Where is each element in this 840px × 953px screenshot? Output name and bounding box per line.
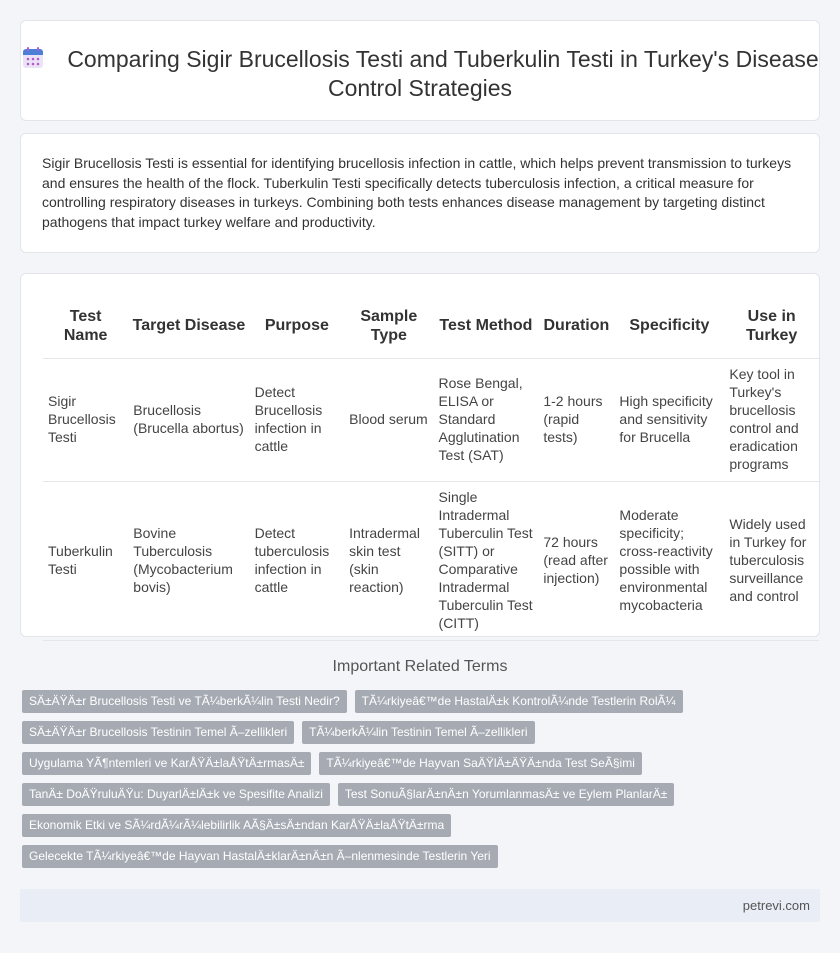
table-cell: Widely used in Turkey for tuberculosis surveillance and control <box>724 481 819 640</box>
column-header: Purpose <box>264 317 329 335</box>
table-cell: High specificity and sensitivity for Brucella <box>614 358 724 481</box>
table-cell: Detect tuberculosis infection in cattle <box>250 481 345 640</box>
related-term-link[interactable]: Uygulama YÃ¶ntemleri ve KarÅŸÄ±laÅŸtÄ±rmasÄ± <box>22 752 311 775</box>
related-term-link[interactable]: SÄ±ÄŸÄ±r Brucellosis Testinin Temel Ã–zellikleri <box>22 721 294 744</box>
calendar-icon <box>21 46 45 70</box>
table-cell: Tuberkulin Testi <box>43 481 128 640</box>
related-term-link[interactable]: SÄ±ÄŸÄ±r Brucellosis Testi ve TÃ¼berkÃ¼lin Testi Nedir? <box>22 690 347 713</box>
table-cell: 72 hours (read after injection) <box>538 481 614 640</box>
table-header-row <box>43 294 819 358</box>
table-cell: Moderate specificity; cross-reactivity possible with environmental mycobacteria <box>614 481 724 640</box>
related-terms-list <box>22 690 782 876</box>
related-term-link[interactable]: Gelecekte TÃ¼rkiyeâ€™de Hayvan HastalÄ±klarÄ±nÄ±n Ã–nlenmesinde Testlerin Yeri <box>22 845 498 868</box>
related-term-link[interactable]: TÃ¼rkiyeâ€™de HastalÄ±k KontrolÃ¼nde Testlerin RolÃ¼ <box>355 690 683 713</box>
table-row <box>43 481 819 640</box>
page-title-wrap <box>21 45 819 103</box>
comparison-table <box>43 294 819 641</box>
column-header: Specificity <box>629 317 710 335</box>
related-term-link[interactable]: Ekonomik Etki ve SÃ¼rdÃ¼rÃ¼lebilirlik AÃ§Ä±sÄ±ndan KarÅŸÄ±laÅŸtÄ±rma <box>22 814 451 837</box>
related-term-link[interactable]: TÃ¼berkÃ¼lin Testinin Temel Ã–zellikleri <box>302 721 534 744</box>
comparison-table-card <box>20 273 820 637</box>
title-card <box>20 20 820 121</box>
column-header: Test Name <box>63 307 108 344</box>
related-term-link[interactable]: TanÄ± DoÄŸruluÄŸu: DuyarlÄ±lÄ±k ve Spesifite Analizi <box>22 783 330 806</box>
table-row <box>43 358 819 481</box>
table-cell: Blood serum <box>344 358 433 481</box>
column-header: Target Disease <box>132 317 246 335</box>
column-header: Use in Turkey <box>746 307 798 344</box>
table-cell: Detect Brucellosis infection in cattle <box>250 358 345 481</box>
intro-paragraph: Sigir Brucellosis Testi is essential for identifying brucellosis infection in cattle, which helps prevent transmission to turkeys and ensures the health of the flock. Tuberkulin Testi specifically detects tuberculosis infection, a critical measure for controlling respiratory diseases in turkeys. Combining both tests enhances disease management by targeting distinct pathogens that impact turkey welfare and productivity. <box>42 155 792 230</box>
column-header: Test Method <box>439 317 533 335</box>
table-cell: 1-2 hours (rapid tests) <box>538 358 614 481</box>
footer-bar <box>20 889 820 922</box>
table-cell: Key tool in Turkey's brucellosis control and eradication programs <box>724 358 819 481</box>
table-cell: Sigir Brucellosis Testi <box>43 358 128 481</box>
table-cell: Bovine Tuberculosis (Mycobacterium bovis) <box>128 481 249 640</box>
page-title: Comparing Sigir Brucellosis Testi and Tuberkulin Testi in Turkey's Disease Control Strategies <box>67 46 819 101</box>
column-header: Duration <box>543 317 610 335</box>
table-cell: Single Intradermal Tuberculin Test (SITT) or Comparative Intradermal Tuberculin Test (CITT) <box>434 481 539 640</box>
table-cell: Rose Bengal, ELISA or Standard Agglutination Test (SAT) <box>434 358 539 481</box>
related-term-link[interactable]: Test SonuÃ§larÄ±nÄ±n YorumlanmasÄ± ve Eylem PlanlarÄ± <box>338 783 675 806</box>
column-header: Sample Type <box>360 307 418 344</box>
footer-site-link[interactable]: petrevi.com <box>742 898 810 913</box>
table-cell: Brucellosis (Brucella abortus) <box>128 358 249 481</box>
table-cell: Intradermal skin test (skin reaction) <box>344 481 433 640</box>
related-terms-heading: Important Related Terms <box>332 658 508 675</box>
intro-card <box>20 133 820 253</box>
related-term-link[interactable]: TÃ¼rkiyeâ€™de Hayvan SaÄŸlÄ±ÄŸÄ±nda Test SeÃ§imi <box>319 752 641 775</box>
